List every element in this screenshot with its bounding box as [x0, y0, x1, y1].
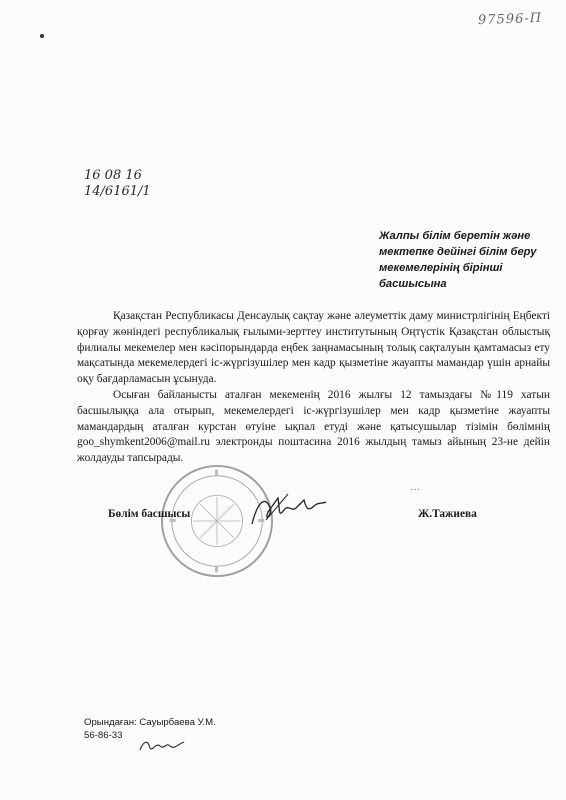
corner-dot [40, 34, 44, 38]
body-paragraph: Осыған байланысты аталған мекеменің 2016 жылғы 12 тамыздағы №119 хатын басшылыққа ала отырып, мекемелердегі іс-жүргізушілер мен кадр қызметіне жауапты мамандардың аталған курстан өтуіне ықпал етуді және қатысушылар тізімін бөлімнің goo_shymkent2006@mail.ru электронды поштасина 2016 жылдың тамыз айының 23-не дейін жолдауды тапсырады. [77, 388, 550, 465]
signatory-title: Бөлім басшысы [108, 508, 191, 520]
addressee-block [379, 228, 554, 292]
ink-dots: ˙˙˙ [410, 488, 420, 499]
handwritten-signature [248, 490, 328, 530]
body-paragraph: Қазақстан Республикасы Денсаулық сақтау және әлеуметтік даму министрлігінің Еңбекті қорғау жөніндегі республикалық ғылыми-зерттеу институтының Оңтүстік Қазақстан облыстық филиалы мекемелер мен кәсіпорындарда еңбек заңнамасының толық сақталуын қамтамасыз ету мақсатында мекемелердегі іс-жүргізушілер мен кадр қызметіне жауапты мамандар үшін арнайы оқу бағдарламасын ұсынуда. [77, 310, 550, 386]
addressee-line: Жалпы білім беретін және [379, 230, 531, 242]
addressee-line: басшысына [379, 278, 447, 290]
executor-name: Орындаған: Сауырбаева У.М. [84, 717, 216, 728]
addressee-line: мекемелерінің бірінші [379, 262, 503, 274]
document-number: 97596-П [477, 10, 543, 29]
executor-phone: 56-86-33 [84, 730, 123, 741]
addressee-line: мектепке дейінгі білім беру [379, 246, 537, 258]
registration-number: 14/6161/1 [84, 184, 151, 199]
signatory-name: Ж.Тажиева [418, 508, 477, 520]
letter-body [77, 309, 550, 467]
registration-date: 16 08 16 [84, 168, 142, 183]
executor-initials-signature [138, 736, 188, 754]
